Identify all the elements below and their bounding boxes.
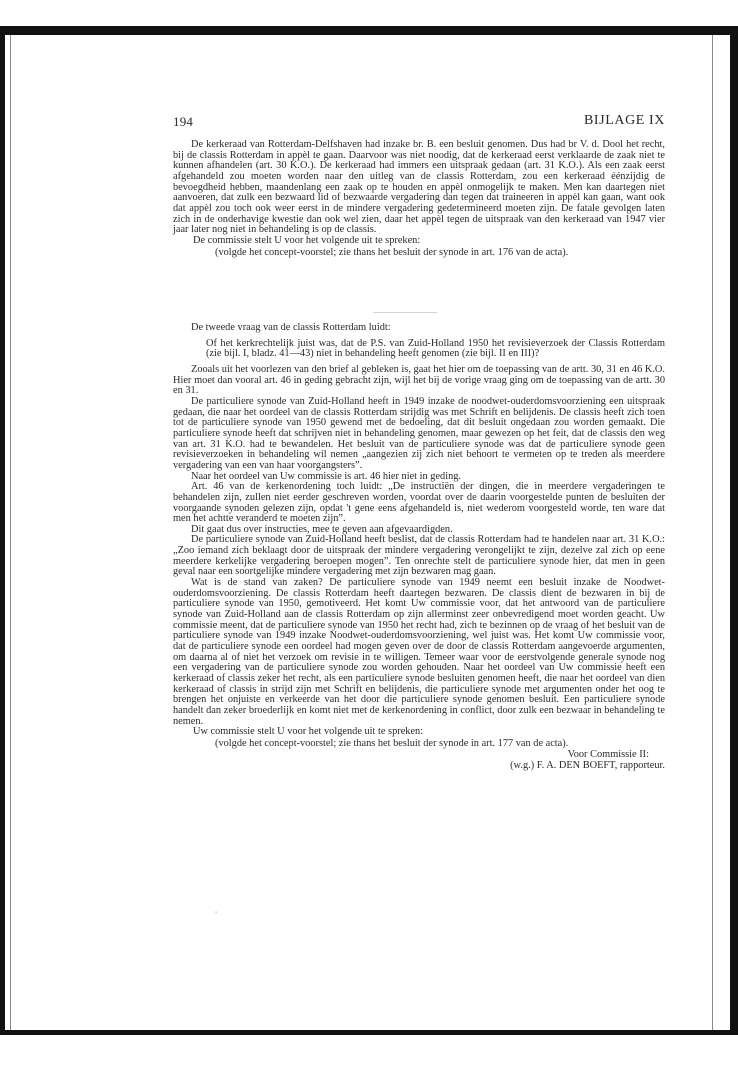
section-divider [373,312,437,313]
page-edge-right [712,35,713,1030]
paragraph: Wat is de stand van zaken? De particuliere synode van 1949 neemt een besluit inzake de Noodwet-ouderdomsvoorziening. De classis Rotterdam heeft daartegen bezwaren. De classis dient de bezwaren in bij de particuliere synode van 1950, gemotiveerd. Het komt Uw commissie voor, dat het antwoord van de particuliere synode van Zuid-Holland aan de classis Rotterdam op zijn allerminst zeer onbevredigend moet worden geacht. Uw commissie meent, dat de particuliere synode van 1950 het recht had, zich te bezinnen op de vraag of het besluit van de particuliere synode van 1949 inzake Noodwet-ouderdomsvoorziening, wel juist was. Het komt Uw commissie voor, dat de particuliere synode een oordeel had mogen geven over de door de classis Rotterdam aangevoerde argumenten, om daarna al of niet het verzoek om revisie in te willigen. Temeer waar voor de eerstvolgende generale synode nog een vergadering van de particuliere synode zou worden gehouden. Naar het oordeel van Uw commissie heeft een kerkeraad of classis zeker het recht, als een particuliere synode besluiten genomen heeft, die naar het oordeel van dien kerkeraad of classis in strijd zijn met Schrift en belijdenis, die particuliere synode met argumenten onder het oog te brengen het onjuiste en verkeerde van het door die particuliere synode genomen besluit. Een particuliere synode handelt dan zeker broederlijk en komt niet met de kerkenordening in conflict, door zulk een bezwaar in behandeling te nemen. [173,577,665,727]
appendix-title: BIJLAGE IX [583,113,665,128]
paragraph: De particuliere synode van Zuid-Holland heeft in 1949 inzake de noodwet-ouderdomsvoorziening een uitspraak gedaan, die naar het oordeel van de classis Rotterdam strijdig was met Schrift en belijdenis. De classis heeft zich toen tot de particuliere synode van 1950 gewend met de bedoeling, dat dit besluit ongedaan zou worden gemaakt. Die particuliere synode heeft dat schrijven niet in behandeling genomen, maar gewezen op het feit, dat de classis den weg van art. 31 K.O. had te bewandelen. Het besluit van de particuliere synode was dat de particuliere synode geen revisieverzoeken in behandeling wil nemen „aangezien zij zich niet behoort te vermeten op te treden als meerdere vergadering van een van haar voorgangsters”. [173,395,665,471]
question-intro: De tweede vraag van de classis Rotterdam luidt: [191,322,391,333]
paragraph: Zooals uit het voorlezen van den brief al gebleken is, gaat het hier om de toepassing van de artt. 30, 31 en 46 K.O. Hier moet dan vooral art. 46 in geding gebracht zijn, wijl het bij de vorige vraag ging om de toepassing van de artt. 30 en 31. [173,363,665,397]
page-edge-left [10,35,11,1030]
scan-border-top [0,26,738,35]
page-number: 194 [173,114,194,129]
scan-border-left [0,26,5,1034]
question-quote: Of het kerkrechtelijk juist was, dat de P.S. van Zuid-Holland 1950 het revisieverzoek der Classis Rotterdam (zie bijl. I, bladz. 41—43) niet in behandeling heeft genomen (zie bijl. II en III)? [206,337,665,360]
commission-motion: Uw commissie stelt U voor het volgende uit te spreken: [193,726,424,738]
page-header [173,114,665,134]
section-two [173,323,665,772]
concept-reference: (volgde het concept-voorstel; zie thans het besluit der synode in art. 177 van de acta). [215,737,569,749]
signature-rapporteur: (w.g.) F. A. DEN BOEFT, rapporteur. [510,760,665,772]
section-one [173,140,665,258]
signature-committee: Voor Commissie II: [567,748,649,760]
scan-border-bottom [0,1030,738,1035]
paragraph: De particuliere synode van Zuid-Holland heeft beslist, dat de classis Rotterdam had te handelen naar art. 31 K.O.: „Zoo iemand zich beklaagt door de uitspraak der mindere vergadering verongelijkt te zijn, dezelve zal zich op eene meerdere kerkelijke vergadering beroepen mogen”. Ten onrechte stelt de particuliere synode hier, dat men in geen geval naar een soortgelijke mindere vergadering met zijn bezwaren mag gaan. [173,534,665,578]
commission-motion: De commissie stelt U voor het volgende uit te spreken: [193,234,421,246]
paragraph: Naar het oordeel van Uw commissie is art. 46 hier niet in geding. [191,470,462,482]
paragraph-delfshaven: De kerkeraad van Rotterdam-Delfshaven had inzake br. B. een besluit genomen. Dus had br V. d. Dool het recht, bij de classis Rotterdam in appèl te gaan. Daarvoor was niet noodig, dat de kerkeraad eerst verklaarde de zaak niet te kunnen afhandelen (art. 30 K.O.). De kerkeraad had immers een uitspraak gedaan (art. 31 K.O.). Als een zaak eerst afgehandeld zou moeten worden naar den uitleg van de classis Rotterdam, zou een kerkeraad éénzijdig de bevoegdheid hebben, maandenlang een zaak op te houden en appèl onmogelijk te maken. Men kan daartegen niet aanvoeren, dat zulk een bezwaard lid of bezwaarde vergadering dan tegen dat traineeren in appèl kan gaan, want ook dat appèl zou toch ook weer eerst in de mindere vergadering gedetermineerd moeten zijn. De fatale gevolgen laten zich in de onderhavige kwestie dan ook wel zien, daar het appèl tegen de uitspraak van den kerkeraad van 1947 vier jaar later nog niet in behandeling is op de classis. [173,139,665,236]
scan-border-right [730,26,738,1034]
concept-reference: (volgde het concept-voorstel; zie thans het besluit der synode in art. 176 van de acta). [215,246,569,258]
paragraph: Dit gaat dus over instructies, mee te geven aan afgevaardigden. [191,523,453,535]
paragraph: Art. 46 van de kerkenordening toch luidt: „De instructiën der dingen, die in meerdere vergaderingen te behandelen zijn, zullen niet eerder geschreven worden, voordat over de daarin voorgestelde punten de besluiten der voorgaande synoden gelezen zijn, opdat 't gene eens afgehandeld is, niet wederom voorgesteld worde, ten ware dat men het achtte veranderd te moeten zijn”. [173,481,665,525]
stray-mark: " [214,910,218,919]
